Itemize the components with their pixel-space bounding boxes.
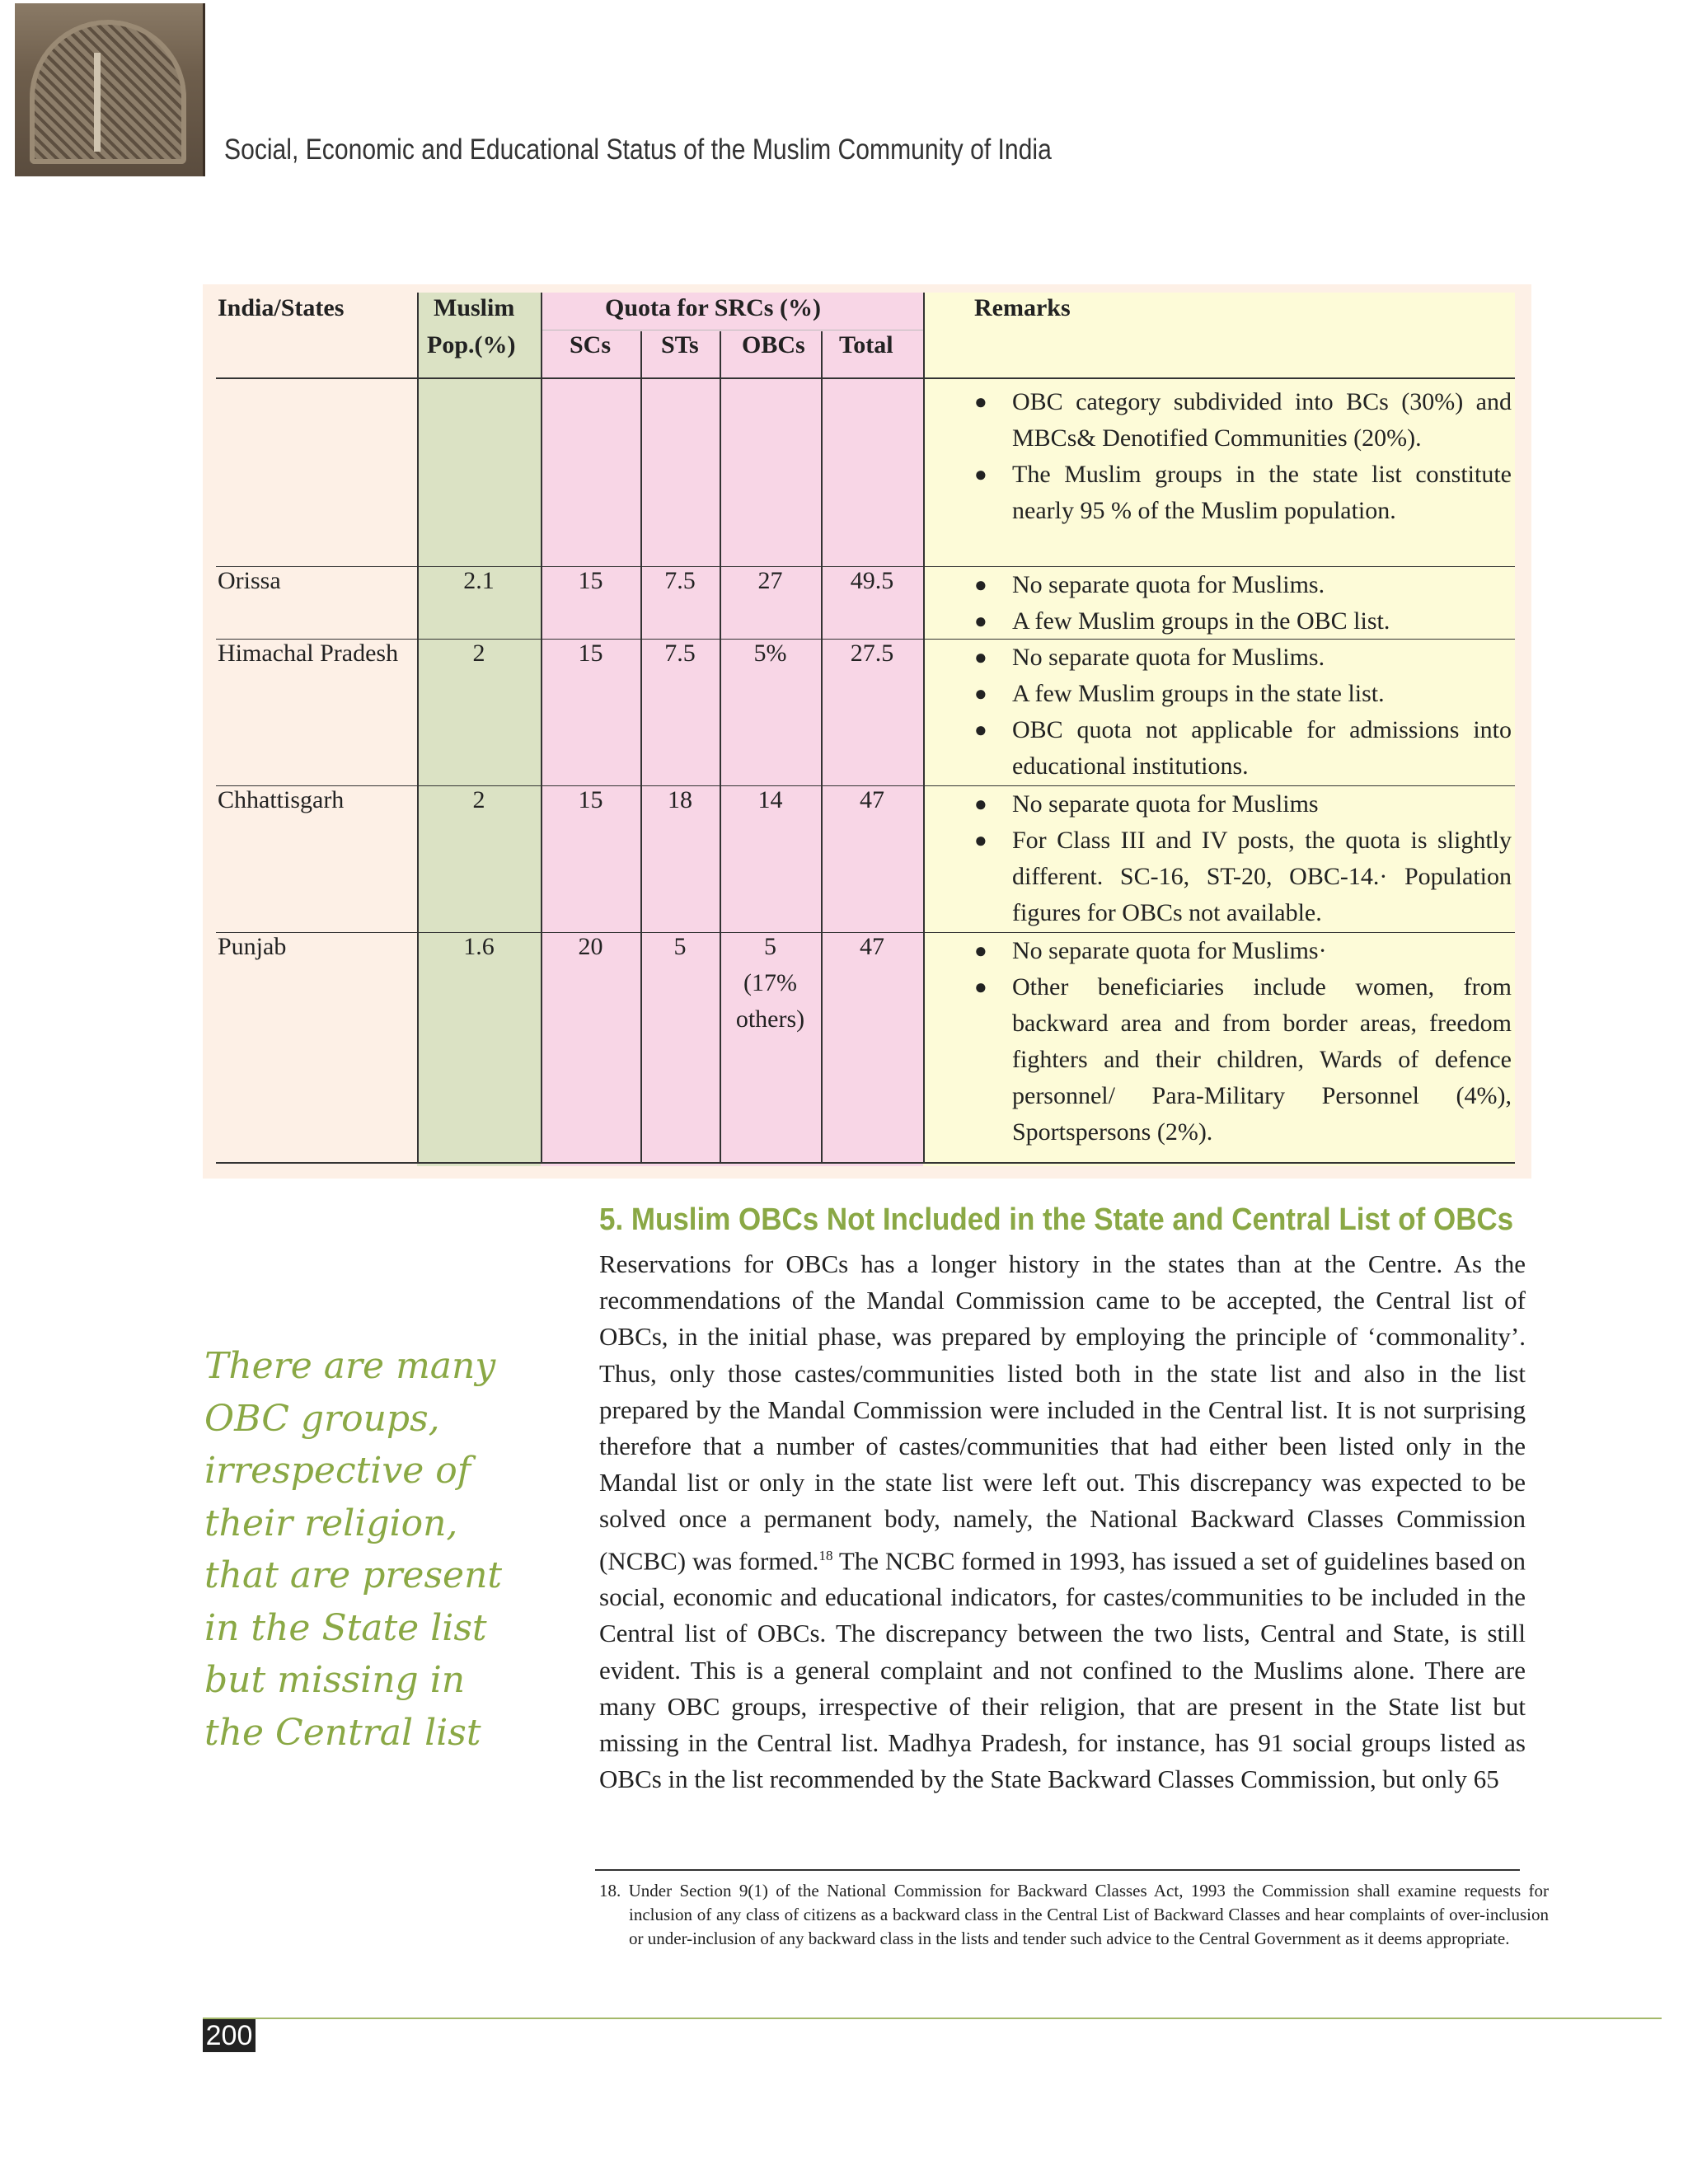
remark-item: ● Other beneficiaries include women, from backward area and from border areas, freedom fighters and their children, Wards of defence personnel/ Para-Military Personnel (4%), Sportspersons (2%).	[974, 973, 1512, 1146]
header-remarks: Remarks	[974, 294, 1071, 321]
remark-item: ● No separate quota for Muslims.	[974, 644, 1325, 671]
col-divider-2	[541, 293, 542, 1164]
header-image	[15, 3, 205, 176]
cell-state: Punjab	[218, 933, 287, 960]
remark-item: ● A few Muslim groups in the state list.	[974, 680, 1385, 707]
cell-obcs-line2: (17%	[743, 969, 797, 996]
remark-item: ● For Class III and IV posts, the quota is slightly different. SC-16, ST-20, OBC-14.· Population figures for OBCs not available.	[974, 827, 1512, 926]
cell-total: 47	[860, 933, 884, 960]
table-bottom-rule	[216, 1162, 1515, 1164]
footer-rule	[203, 2018, 1662, 2019]
cell-muslim: 2	[472, 786, 485, 813]
header-obcs: OBCs	[742, 331, 805, 359]
remark-item: ● The Muslim groups in the state list constitute nearly 95 % of the Muslim population.	[974, 461, 1512, 524]
cell-sts: 7.5	[664, 640, 696, 667]
section-body: Reservations for OBCs has a longer history in the states than at the Centre. As the recommendations of the Mandal Commission came to be accepted, the Central list of OBCs, in the initial phase, was prepared by employing the principle of ‘commonality’. Thus, only those castes/communities listed both in the state list and also in the list prepared by the Mandal Commission were included in the Central list. It is not surprising therefore that a number of castes/communities that had either been listed only in the Mandal list or only in the state list were left out. This discrepancy was expected to be solved once a permanent body, namely, the National Backward Classes Commission (NCBC) was formed.$^{18}$ The NCBC formed in 1993, has issued a set of guidelines based on social, economic and educational indicators, for castes/communities to be included in the Central list of OBCs. The discrepancy between the two lists, Central and State, is still evident. This is a general complaint and not confined to the Muslims alone. There are many OBC groups, irrespective of their religion, that are present in the State list but missing in the Central list. Madhya Pradesh, for instance, has 91 social groups listed as OBCs in the list recommended by the State Backward Classes Commission, but only 65	[599, 1249, 1526, 1794]
cell-obcs: 5%	[753, 640, 787, 667]
cell-sts: 7.5	[664, 567, 696, 594]
remarks-orissa	[974, 567, 1512, 640]
cell-obcs: 27	[757, 567, 783, 594]
cell-obcs: 5	[764, 933, 776, 960]
cell-scs: 15	[578, 786, 603, 813]
page-number: 200	[203, 2019, 256, 2052]
cell-muslim: 2	[472, 640, 485, 667]
cell-sts: 5	[673, 933, 687, 960]
col-divider-4	[720, 331, 721, 1164]
header-quota: Quota for SRCs (%)	[605, 294, 821, 321]
cell-scs: 20	[578, 933, 603, 960]
cell-obcs: 14	[757, 786, 783, 813]
footnote-rule	[595, 1869, 1520, 1871]
cell-total: 27.5	[850, 640, 894, 667]
header-sts: STs	[661, 331, 699, 359]
remark-item: ● OBC category subdivided into BCs (30%) and MBCs& Denotified Communities (20%).	[974, 388, 1512, 452]
arch-window-image	[30, 20, 186, 164]
cell-muslim: 1.6	[463, 933, 495, 960]
remark-item: ● No separate quota for Muslims·	[974, 937, 1327, 964]
remark-item: ● No separate quota for Muslims.	[974, 571, 1325, 598]
remarks-continued	[974, 384, 1512, 529]
quota-cols-bg	[541, 293, 923, 1166]
footnote-ref: 18	[818, 1547, 833, 1563]
cell-scs: 15	[578, 567, 603, 594]
cell-scs: 15	[578, 640, 603, 667]
cell-state: Himachal Pradesh	[218, 640, 399, 667]
remarks-himachal	[974, 640, 1512, 785]
remark-item: ● OBC quota not applicable for admissions into educational institutions.	[974, 716, 1512, 780]
header-total: Total	[839, 331, 893, 359]
header-scs: SCs	[570, 331, 612, 359]
cell-total: 49.5	[850, 567, 894, 594]
remarks-chhattisgarh	[974, 786, 1512, 931]
cell-state: Orissa	[218, 567, 281, 594]
col-divider-3	[640, 331, 642, 1164]
remarks-punjab	[974, 933, 1512, 1151]
header-muslim-line1: Muslim	[434, 294, 515, 321]
section-heading: 5. Muslim OBCs Not Included in the State and Central List of OBCs	[599, 1202, 1514, 1237]
cell-total: 47	[860, 786, 884, 813]
cell-state: Chhattisgarh	[218, 786, 345, 813]
remark-item: ● No separate quota for Muslims	[974, 790, 1319, 818]
tree-motif	[94, 53, 101, 152]
col-divider-6	[923, 293, 925, 1164]
header-state: India/States	[218, 294, 345, 321]
remark-item: ● A few Muslim groups in the OBC list.	[974, 607, 1390, 635]
col-divider-1	[417, 293, 419, 1164]
pull-quote: There are many OBC groups, irrespective of their religion, that are present in the State list but missing in the Central list	[204, 1345, 503, 1754]
header-muslim-line2: Pop.(%)	[427, 331, 516, 359]
muslim-col-bg	[417, 293, 541, 1166]
reservation-table	[203, 284, 1531, 1179]
footnote: 18. Under Section 9(1) of the National Commission for Backward Classes Act, 1993 the Commission shall examine requests for inclusion of any class of citizens as a backward class in the Central List of Backward Classes and hear complaints of over-inclusion or under-inclusion of any backward class in the lists and tender such advice to the Central Government as it deems appropriate.	[599, 1881, 1549, 1948]
cell-obcs-line3: others)	[735, 1005, 805, 1033]
cell-muslim: 2.1	[463, 567, 495, 594]
running-header-title: Social, Economic and Educational Status of the Muslim Community of India	[224, 134, 1052, 166]
header-rule	[216, 377, 1515, 379]
col-divider-5	[821, 331, 823, 1164]
cell-sts: 18	[668, 786, 692, 813]
